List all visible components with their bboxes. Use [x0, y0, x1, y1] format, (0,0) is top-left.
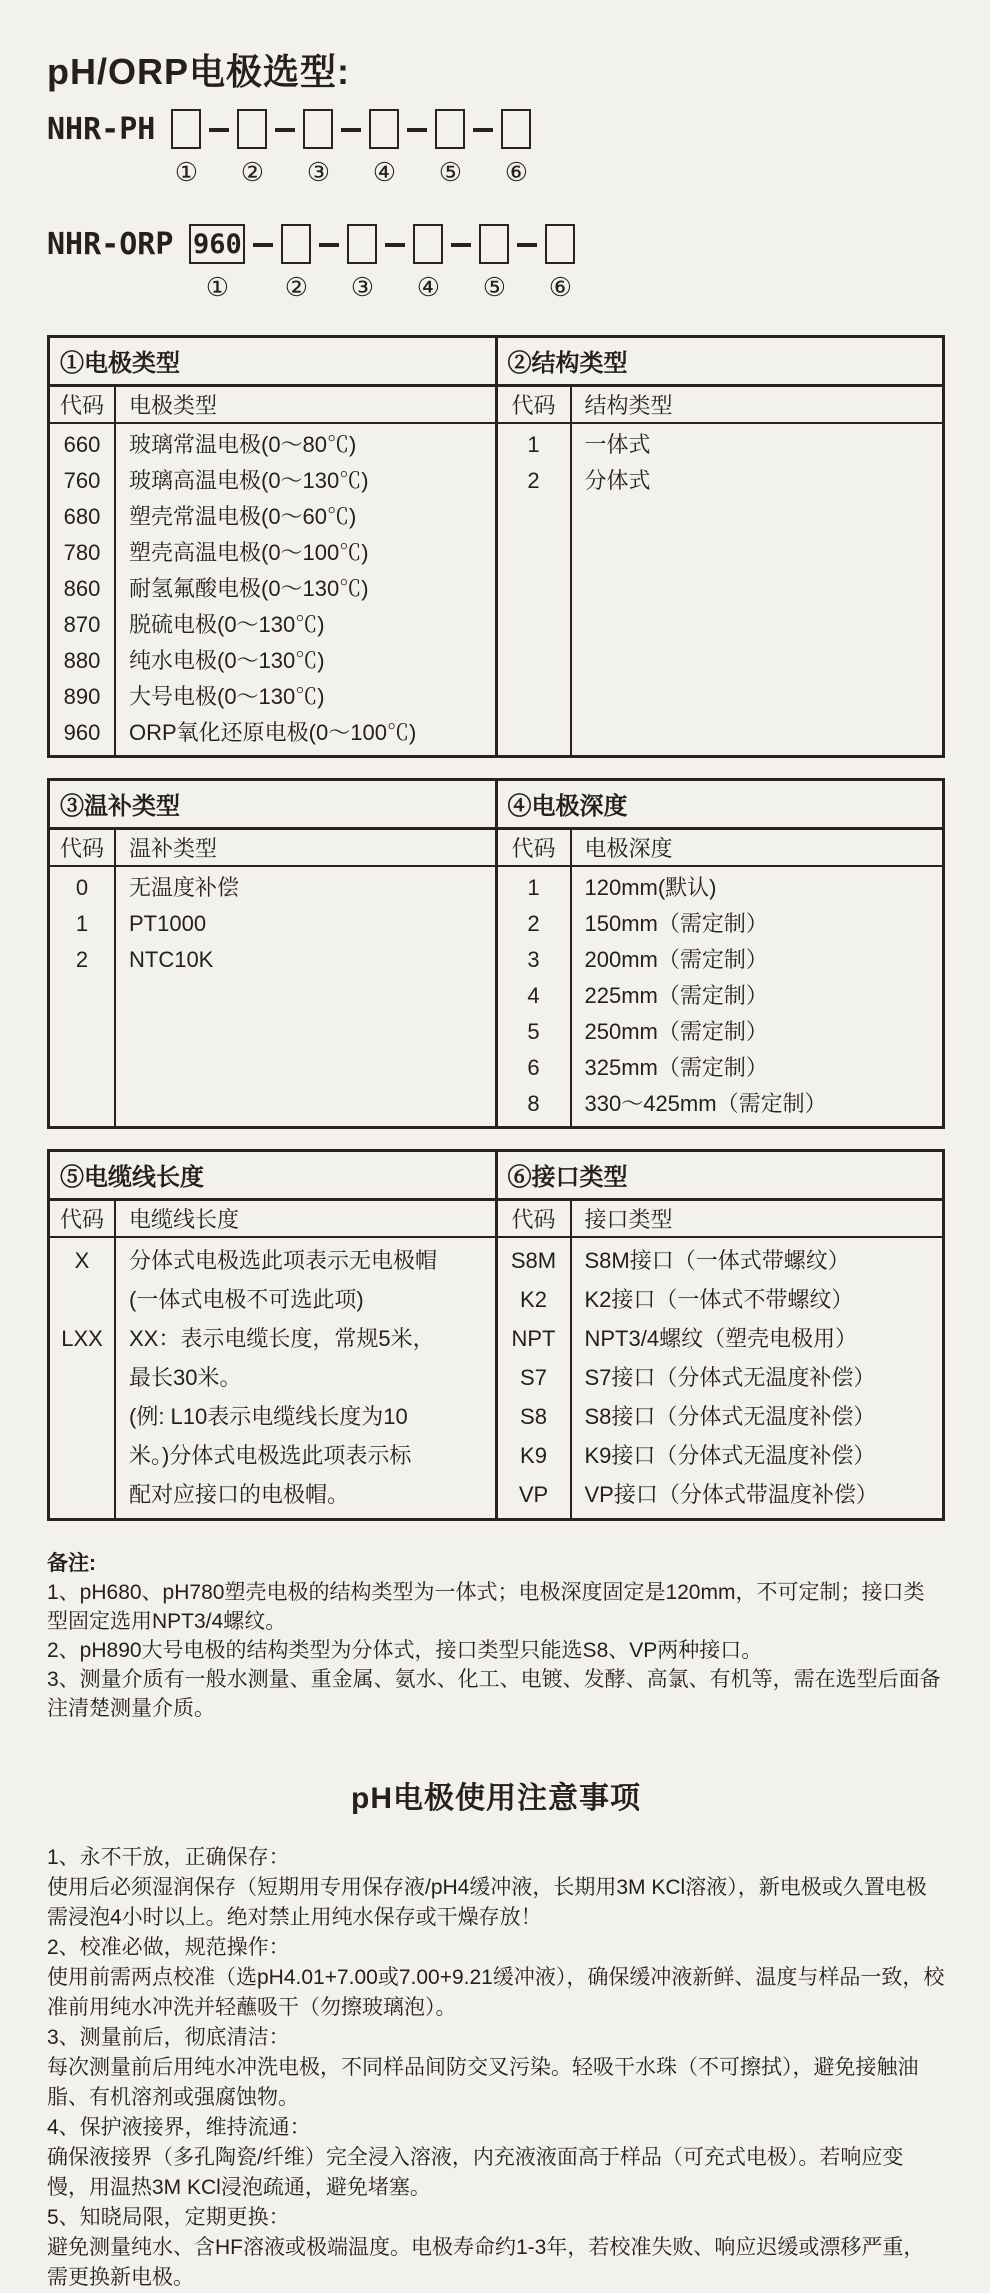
code-column — [498, 1238, 572, 1518]
code-box — [171, 109, 201, 149]
row-value: VP接口（分体式带温度补偿） — [584, 1482, 878, 1507]
row-code: 780 — [63, 540, 101, 565]
row-code: 760 — [63, 468, 101, 493]
circled-number: ⑥ — [504, 157, 529, 187]
row-value: 150mm（需定制） — [584, 911, 768, 936]
row-code: 2 — [75, 947, 89, 972]
table-body — [50, 867, 495, 1126]
row-code: K9 — [520, 1443, 547, 1468]
table-title: ①电极类型 — [50, 338, 495, 387]
code-column-header: 代码 — [498, 1201, 572, 1236]
table-header-row — [498, 1201, 943, 1238]
dash-separator — [275, 128, 295, 132]
remark-item: 3、测量介质有一般水测量、重金属、氨水、化工、电镀、发酵、高氯、有机等，需在选型后面备注清楚测量介质。 — [47, 1668, 941, 1720]
dash-separator — [209, 128, 229, 132]
row-code: 880 — [63, 648, 101, 673]
row-code: 1 — [75, 911, 89, 936]
code-slot — [435, 109, 465, 186]
row-value: NTC10K — [129, 947, 214, 972]
table-pair-1 — [47, 335, 945, 758]
dash-separator — [407, 128, 427, 132]
table-header-row — [498, 387, 943, 424]
usage-notice-section — [47, 1773, 945, 2293]
notice-line: 使用前需两点校准（选pH4.01+7.00或7.00+9.21缓冲液），确保缓冲液新鲜、温度与样品一致，校准前用纯水冲洗并轻蘸吸干（勿擦玻璃泡）。 — [47, 1966, 945, 2019]
row-value: 分体式 — [584, 468, 651, 493]
table-header-row — [498, 830, 943, 867]
dash-separator — [451, 243, 471, 247]
code-slot — [413, 224, 443, 301]
row-code: 4 — [527, 983, 540, 1008]
table-body — [498, 1238, 943, 1518]
table-title: ③温补类型 — [50, 781, 495, 830]
row-value: ORP氧化还原电极(0～100℃) — [129, 720, 417, 745]
row-value: 耐氢氟酸电极(0～130℃) — [129, 576, 369, 601]
row-value: K9接口（分体式无温度补偿） — [584, 1443, 876, 1468]
row-value: 一体式 — [584, 432, 651, 457]
table-body — [50, 1238, 495, 1518]
page-title: pH/ORP电极选型: — [47, 51, 350, 92]
code-column-header: 代码 — [50, 830, 116, 865]
dash-separator — [385, 243, 405, 247]
value-column — [116, 427, 495, 751]
row-code: S8M — [510, 1248, 557, 1273]
table-header-row — [50, 387, 495, 424]
circled-number: ② — [240, 157, 265, 187]
code-box — [347, 224, 377, 264]
row-value: 250mm（需定制） — [584, 1019, 768, 1044]
value-column-header: 电极深度 — [584, 836, 673, 861]
row-value: 最长30米。 — [129, 1365, 242, 1390]
notice-line: 避免测量纯水、含HF溶液或极端温度。电极寿命约1-3年，若校准失败、响应迟缓或漂移严重，需更换新电极。 — [47, 2236, 925, 2289]
row-value: 200mm（需定制） — [584, 947, 768, 972]
remark-item: 2、pH890大号电极的结构类型为分体式，接口类型只能选S8、VP两种接口。 — [47, 1639, 763, 1662]
code-slot — [281, 224, 311, 301]
table-cable-length — [50, 1152, 495, 1518]
code-slot — [303, 109, 333, 186]
circled-number: ⑤ — [438, 157, 463, 187]
row-value: K2接口（一体式不带螺纹） — [584, 1287, 854, 1312]
table-body — [50, 424, 495, 755]
table-title: ⑤电缆线长度 — [50, 1152, 495, 1201]
row-code: 3 — [527, 947, 540, 972]
code-box — [501, 109, 531, 149]
code-column-header: 代码 — [498, 830, 572, 865]
code-slot — [479, 224, 509, 301]
model-prefix: NHR-PH — [47, 112, 156, 147]
dash-separator — [473, 128, 493, 132]
code-column — [50, 867, 116, 1126]
remarks-label: 备注: — [47, 1552, 96, 1575]
row-value: 325mm（需定制） — [584, 1055, 768, 1080]
code-box — [237, 109, 267, 149]
circled-number: ③ — [306, 157, 331, 187]
table-title: ②结构类型 — [498, 338, 943, 387]
code-box — [369, 109, 399, 149]
row-value: S8接口（分体式无温度补偿） — [584, 1404, 876, 1429]
code-column — [498, 867, 572, 1126]
notice-line: 4、保护液接界，维持流通： — [47, 2116, 311, 2139]
row-code: VP — [518, 1482, 549, 1507]
row-value: 塑壳高温电极(0～100℃) — [129, 540, 369, 565]
code-box — [281, 224, 311, 264]
value-column-header: 温补类型 — [129, 836, 218, 861]
row-value: 分体式电极选此项表示无电极帽 — [129, 1248, 438, 1273]
circled-number: ④ — [416, 272, 441, 302]
table-interface-type — [495, 1152, 943, 1518]
remark-item: 1、pH680、pH780塑壳电极的结构类型为一体式；电极深度固定是120mm，不可定制；接口类型固定选用NPT3/4螺纹。 — [47, 1581, 925, 1633]
value-column — [572, 427, 943, 751]
table-title: ⑥接口类型 — [498, 1152, 943, 1201]
model-code-row — [47, 109, 945, 186]
code-slot — [347, 224, 377, 301]
circled-number: ① — [205, 272, 230, 302]
notice-line: 确保液接界（多孔陶瓷/纤维）完全浸入溶液，内充液液面高于样品（可充式电极）。若响应变慢，用温热3M KCl浸泡疏通，避免堵塞。 — [47, 2146, 904, 2199]
dash-separator — [319, 243, 339, 247]
row-code: S7 — [520, 1365, 547, 1390]
row-value: 配对应接口的电极帽。 — [129, 1482, 350, 1507]
row-value: 225mm（需定制） — [584, 983, 768, 1008]
code-slot — [369, 109, 399, 186]
row-value: XX：表示电缆长度，常规5米， — [129, 1326, 435, 1351]
table-pair-3 — [47, 1149, 945, 1521]
row-code: NPT — [511, 1326, 556, 1351]
dash-separator — [341, 128, 361, 132]
row-code — [50, 1397, 114, 1436]
model-code-row — [47, 224, 945, 301]
code-column-header: 代码 — [50, 1201, 116, 1236]
dash-separator — [253, 243, 273, 247]
row-code — [50, 1358, 114, 1397]
row-code — [50, 1475, 114, 1514]
row-value: 纯水电极(0～130℃) — [129, 648, 325, 673]
code-box: 960 — [189, 224, 245, 264]
code-slot — [501, 109, 531, 186]
row-code: 8 — [527, 1091, 540, 1116]
row-value: S7接口（分体式无温度补偿） — [584, 1365, 876, 1390]
remarks-section — [47, 1549, 945, 1723]
code-slot — [237, 109, 267, 186]
row-code — [50, 1436, 114, 1475]
value-column — [116, 1241, 495, 1514]
value-column-header: 电缆线长度 — [129, 1207, 240, 1232]
row-value: 米。)分体式电极选此项表示标 — [129, 1443, 412, 1468]
notice-line: 3、测量前后，彻底清洁： — [47, 2026, 290, 2049]
row-code: 870 — [63, 612, 101, 637]
model-code-diagrams — [47, 109, 945, 301]
row-value: S8M接口（一体式带螺纹） — [584, 1248, 850, 1273]
code-column — [50, 1238, 116, 1518]
row-code: 1 — [527, 432, 540, 457]
value-column-header: 电极类型 — [129, 393, 218, 418]
circled-number: ② — [284, 272, 309, 302]
value-column-header: 结构类型 — [584, 393, 673, 418]
table-title: ④电极深度 — [498, 781, 943, 830]
code-column-header: 代码 — [498, 387, 572, 422]
notice-line: 5、知晓局限，定期更换： — [47, 2206, 290, 2229]
row-code: 960 — [63, 720, 101, 745]
dash-separator — [517, 243, 537, 247]
model-prefix: NHR-ORP — [47, 227, 174, 262]
row-code: 890 — [63, 684, 101, 709]
row-value: NPT3/4螺纹（塑壳电极用） — [584, 1326, 858, 1351]
row-code: S8 — [520, 1404, 547, 1429]
value-column — [572, 870, 943, 1122]
value-column-header: 接口类型 — [584, 1207, 673, 1232]
remarks-list — [47, 1578, 945, 1723]
table-body — [498, 424, 943, 755]
row-value: 玻璃高温电极(0～130℃) — [129, 468, 369, 493]
row-code: K2 — [520, 1287, 547, 1312]
row-code: 660 — [63, 432, 101, 457]
table-header-row — [50, 830, 495, 867]
value-column — [116, 870, 495, 1122]
row-code: 680 — [63, 504, 101, 529]
notice-line: 1、永不干放，正确保存： — [47, 1846, 290, 1869]
row-value: 玻璃常温电极(0～80℃) — [129, 432, 357, 457]
code-column — [498, 424, 572, 755]
row-value: 120mm(默认) — [584, 875, 717, 900]
code-box — [479, 224, 509, 264]
notice-title: pH电极使用注意事项 — [351, 1782, 641, 1815]
circled-number: ⑤ — [482, 272, 507, 302]
row-code: 1 — [527, 875, 540, 900]
row-code: X — [74, 1248, 90, 1273]
table-electrode-type — [50, 338, 495, 755]
row-value: PT1000 — [129, 911, 207, 936]
row-code: 2 — [527, 468, 540, 493]
table-temp-comp-type — [50, 781, 495, 1126]
code-box — [545, 224, 575, 264]
row-value: (一体式电极不可选此项) — [129, 1287, 364, 1312]
row-code: 6 — [527, 1055, 540, 1080]
code-column — [50, 424, 116, 755]
circled-number: ④ — [372, 157, 397, 187]
table-body — [498, 867, 943, 1126]
row-value: 脱硫电极(0～130℃) — [129, 612, 325, 637]
row-code: 860 — [63, 576, 101, 601]
table-structure-type — [495, 338, 943, 755]
circled-number: ③ — [350, 272, 375, 302]
table-pair-2 — [47, 778, 945, 1129]
row-value: (例: L10表示电缆线长度为10 — [129, 1404, 408, 1429]
code-slot — [171, 109, 201, 186]
code-box — [435, 109, 465, 149]
notice-list — [47, 1843, 945, 2293]
notice-line: 2、校准必做，规范操作： — [47, 1936, 290, 1959]
table-header-row — [50, 1201, 495, 1238]
row-code: 5 — [527, 1019, 540, 1044]
row-value: 大号电极(0～130℃) — [129, 684, 325, 709]
notice-line: 每次测量前后用纯水冲洗电极，不同样品间防交叉污染。轻吸干水珠（不可擦拭），避免接触油脂、有机溶剂或强腐蚀物。 — [47, 2056, 919, 2109]
code-slot — [189, 224, 245, 301]
circled-number: ⑥ — [548, 272, 573, 302]
value-column — [572, 1241, 943, 1514]
row-code: LXX — [61, 1326, 103, 1351]
row-code — [50, 1280, 114, 1319]
code-slot — [545, 224, 575, 301]
row-value: 塑壳常温电极(0～60℃) — [129, 504, 357, 529]
row-code: 0 — [75, 875, 89, 900]
code-column-header: 代码 — [50, 387, 116, 422]
table-electrode-depth — [495, 781, 943, 1126]
notice-line: 使用后必须湿润保存（短期用专用保存液/pH4缓冲液，长期用3M KCl溶液），新电极或久置电极需浸泡4小时以上。绝对禁止用纯水保存或干燥存放！ — [47, 1876, 927, 1929]
row-value: 330～425mm（需定制） — [584, 1091, 827, 1116]
code-box — [303, 109, 333, 149]
circled-number: ① — [174, 157, 199, 187]
row-value: 无温度补偿 — [129, 875, 240, 900]
row-code: 2 — [527, 911, 540, 936]
code-box — [413, 224, 443, 264]
